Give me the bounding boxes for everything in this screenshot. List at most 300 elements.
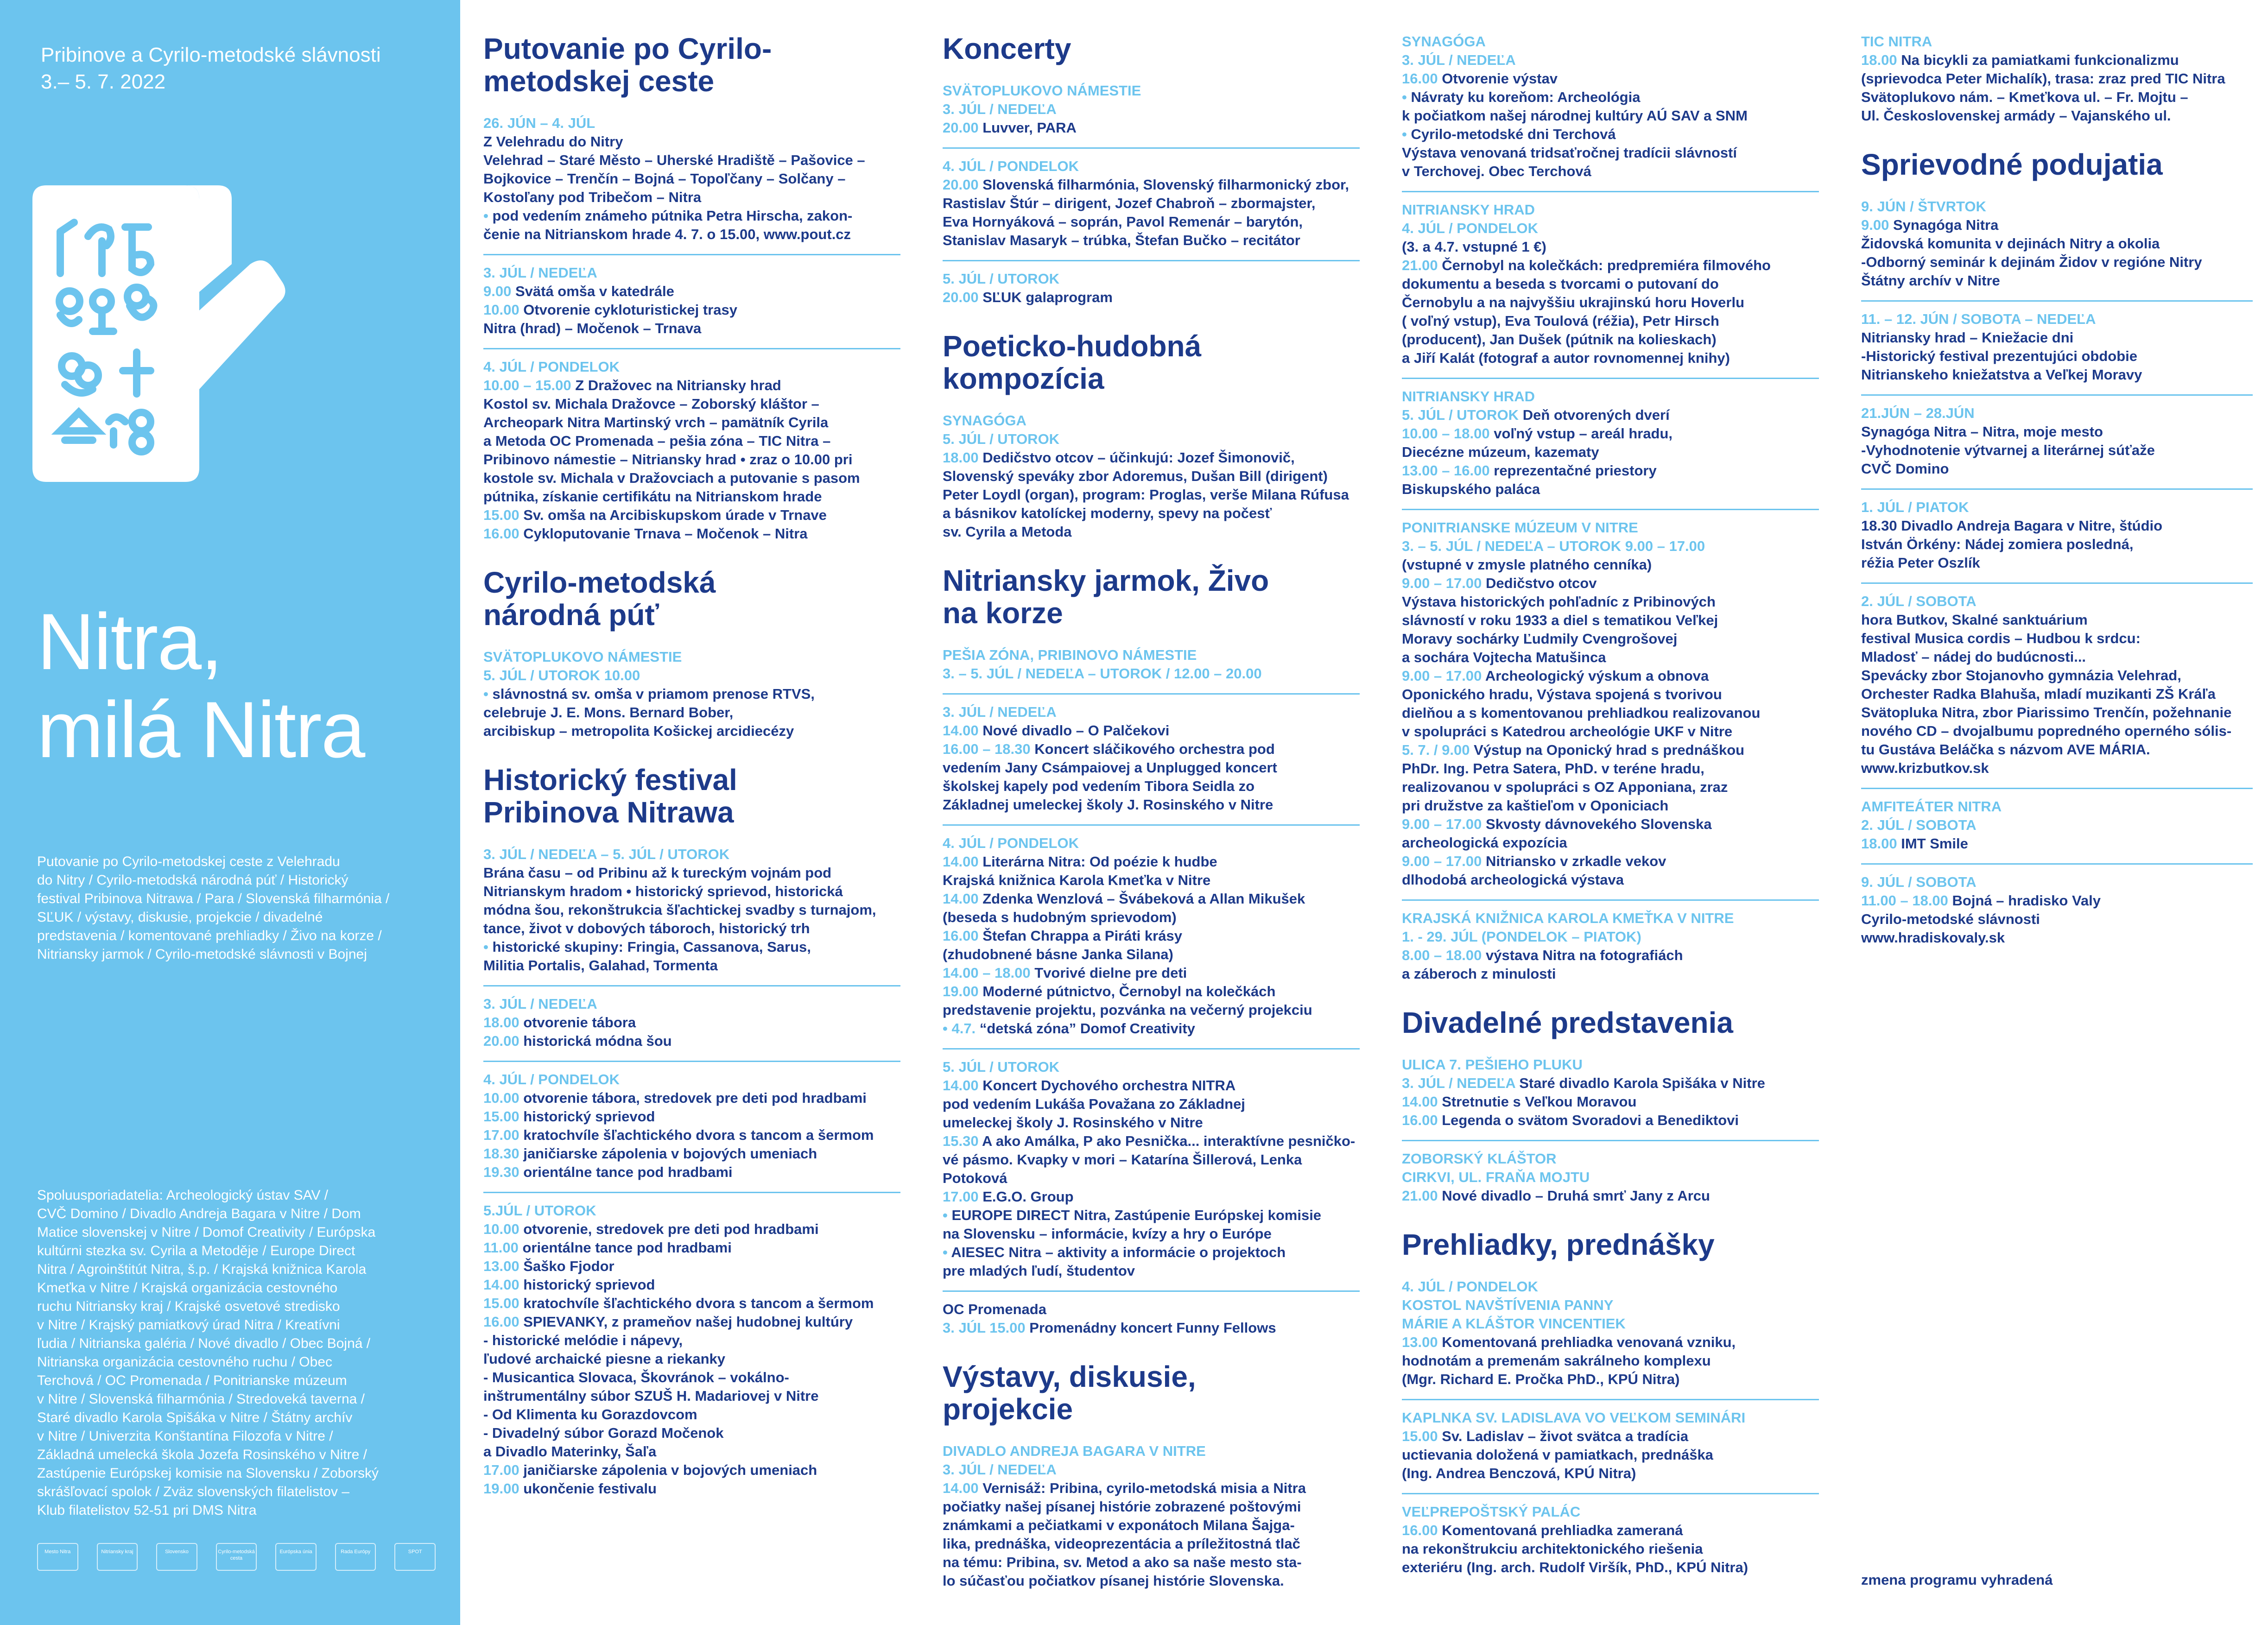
event-text: pútnika, získanie certifikátu na Nitrianskom hrade [483,488,822,505]
event-text: réžia Peter Oszlík [1861,555,1980,571]
event-time: 18.00 [1861,835,1897,852]
event-line [483,1163,900,1182]
event-text: (producent), Jan Dušek (pútnik na kolieskach) [1402,331,1717,348]
partner-logo: Európska únia [275,1543,317,1571]
main-title [37,598,364,774]
event-text: a Metoda OC Promenada – pešia zóna – TIC Nitra – [483,433,831,449]
event-time: 9.00 – 17.00 [1402,575,1482,591]
event-line [943,1019,1360,1038]
event-text: a Jiří Kalát (fotograf a autor rovnomennej knihy) [1402,350,1730,366]
event-line [943,1151,1360,1188]
event-time: 14.00 [1402,1094,1438,1110]
event-text: -Odborný seminár k dejinám Židov v regióne Nitry [1861,254,2202,270]
event-text: www.hradiskovaly.sk [1861,929,2005,946]
event-text: janičiarske zápolenia v bojových umeniach [523,1145,817,1162]
event-line [483,919,900,938]
event-text: tu Gustáva Beláčka s názvom AVE MÁRIA. [1861,741,2150,758]
event-line [1861,910,2253,929]
event-line [943,908,1360,927]
section-title: Nitriansky jarmok, Živo na korze [943,564,1269,630]
event-block [1402,1399,1819,1483]
event-line [1402,537,1819,556]
event-block [943,147,1360,250]
event-text: orientálne tance pod hradbami [523,1164,733,1180]
event-text: Komentovaná prehliadka zameraná [1442,1522,1683,1538]
event-time: 17.00 [483,1127,519,1143]
event-line [1861,347,2253,366]
event-line [1861,272,2253,290]
program-section [1861,148,2253,947]
event-date-label: ULICA 7. PEŠIEHO PLUKU [1402,1056,1583,1073]
event-text: Otvorenie cykloturistickej trasy [523,302,737,318]
event-time: 3. JÚL 15.00 [943,1320,1026,1336]
event-block [1861,863,2253,947]
event-line [943,1188,1360,1206]
event-line [1861,51,2253,70]
event-line [1402,88,1819,107]
event-time: 10.00 [483,302,519,318]
event-line [483,319,900,338]
event-text: Staré divadlo Karola Spišáka v Nitre [1519,1075,1765,1091]
partner-logo: Slovensko [156,1543,197,1571]
description-line: festival Pribinova Nitrawa / Para / Slovenská filharmónia / [37,891,390,906]
event-date-label: 3. JÚL / NEDEĽA [483,265,597,281]
event-time: 16.00 [943,928,979,944]
event-time: 15.00 [1402,1428,1438,1444]
event-line [1402,946,1819,965]
partners-line: kultúrni stezka sv. Cyrila a Metoděje / Europe Direct [37,1243,355,1258]
event-line [943,1516,1360,1535]
event-text: Nové divadlo – Druhá smrť Jany z Arcu [1442,1188,1710,1204]
event-line [483,301,900,319]
event-line [1402,630,1819,648]
event-date-label: 5. JÚL / UTOROK [943,1059,1060,1075]
event-line [1402,574,1819,593]
event-text: A ako Amálka, P ako Pesnička... interaktívne pesničko- [982,1133,1356,1149]
event-line [1861,88,2253,107]
event-line [1861,535,2253,554]
event-time: 19.00 [483,1480,519,1497]
event-line [483,1294,900,1313]
partners-line: Spoluusporiadatelia: Archeologický ústav SAV / [37,1188,329,1203]
festival-dates: 3.– 5. 7. 2022 [41,70,166,93]
event-block [1402,1140,1819,1205]
event-line [483,133,900,151]
event-text: (vstupné v zmysle platného cenníka) [1402,556,1652,573]
event-text: Archeologický výskum a obnova [1485,668,1709,684]
program-summary [37,853,445,964]
event-block [1402,899,1819,983]
event-text: Cyrilo-metodské dni Terchová [1411,126,1616,142]
event-text: počiatky našej písanej histórie zobrazené poštovými [943,1499,1301,1515]
event-line [1402,852,1819,871]
event-block [1402,191,1819,367]
event-text: a Divadlo Materinky, Šaľa [483,1443,657,1460]
event-line [483,413,900,432]
event-text: tance, život v dobových táboroch, historický trh [483,920,810,936]
event-date-label: 4. JÚL / PONDELOK [483,359,620,375]
event-text: výstava Nitra na fotografiách [1486,947,1683,963]
event-text: Kostoľany pod Tribečom – Nitra [483,189,702,205]
event-block [1861,788,2253,853]
event-time: 11.00 – 18.00 [1861,892,1948,909]
event-date-label: PEŠIA ZÓNA, PRIBINOVO NÁMESTIE [943,647,1197,663]
event-text: Návraty ku koreňom: Archeológia [1411,89,1641,105]
event-text: SPIEVANKY, z prameňov našej hudobnej kultúry [523,1314,853,1330]
section-title: Prehliadky, prednášky [1402,1228,1715,1261]
program-section [943,330,1360,541]
bullet-icon: • [943,1207,952,1223]
description-line: SĽUK / výstavy, diskusie, projekcie / divadelné [37,910,323,925]
event-line [1402,1464,1819,1483]
event-line [1402,778,1819,797]
event-time: 17.00 [943,1189,979,1205]
event-text: janičiarske zápolenia v bojových umeniach [523,1462,817,1478]
event-text: Bojná – hradisko Valy [1952,892,2101,909]
event-line [483,282,900,301]
event-block [943,824,1360,1038]
section-title: Výstavy, diskusie, projekcie [943,1360,1196,1426]
event-text: E.G.O. Group [982,1189,1074,1205]
event-line [483,882,900,901]
event-text: Štefan Chrappa a Piráti krásy [982,928,1182,944]
event-text: dlhodobá archeologická výstava [1402,872,1624,888]
event-text: arcibiskup – metropolita Košickej arcidiecézy [483,723,794,739]
event-line [1402,685,1819,704]
event-text: dokumentu a beseda s tvorcami o putovaní do [1402,276,1719,292]
event-text: AIESEC Nitra – aktivity a informácie o projektoch [951,1244,1286,1260]
section-title: Historický festival Pribinova Nitrawa [483,763,737,829]
event-text: Luvver, PARA [982,120,1077,136]
event-text: lo súčasťou počiatkov písanej histórie Slovenska. [943,1573,1284,1589]
event-text: Šaško Fjodor [523,1258,615,1274]
event-text: - Musicantica Slovaca, Škovránok – vokálno- [483,1369,789,1385]
event-text: kratochvíle šľachtického dvora s tancom a šermom [523,1127,874,1143]
event-time: 15.00 [483,507,519,523]
program-section [943,1360,1360,1590]
event-time: 14.00 [943,854,979,870]
event-time: 13.00 [483,1258,519,1274]
event-line [1861,929,2253,947]
event-time: 9.00 – 17.00 [1402,668,1482,684]
event-text: (Ing. Andrea Benczová, KPÚ Nitra) [1402,1465,1636,1481]
event-text: festival Musica cordis – Hudbou k srdcu: [1861,630,2141,646]
event-text: Na bicykli za pamiatkami funkcionalizmu [1901,52,2179,68]
event-line [1402,611,1819,630]
event-text: pri družstve za kaštieľom v Oponiciach [1402,797,1669,814]
event-text: Synagóga Nitra – Nitra, moje mesto [1861,424,2103,440]
event-text: kratochvíle šľachtického dvora s tancom a šermom [523,1295,874,1311]
event-block [943,1442,1360,1590]
event-text: Spevácky zbor Stojanovho gymnázia Velehrad, [1861,667,2181,683]
event-time: 18.00 [1861,52,1897,68]
event-line [1402,1074,1819,1093]
event-time: 16.00 [1402,1522,1438,1538]
event-text: Nitrianskeho kniežatstva a Veľkej Moravy [1861,367,2142,383]
event-text: Legenda o svätom Svoradovi a Benediktovi [1442,1112,1739,1128]
event-block [1861,488,2253,572]
event-line [483,450,900,469]
event-text: Stretnutie s Veľkou Moravou [1442,1094,1637,1110]
event-date-label: 2. JÚL / SOBOTA [1861,817,1977,833]
event-date-label: 9. JÚL / SOBOTA [1861,874,1977,890]
event-line [943,1300,1360,1319]
event-text: Slovenská filharmónia, Slovenský filharmonický zbor, [982,177,1349,193]
event-line [1861,329,2253,347]
event-text: Nitrianskym hradom • historický sprievod, historická [483,883,843,899]
event-text: - historické melódie i nápevy, [483,1332,683,1348]
partners-line: v Nitre / Slovenská filharmónia / Stredoveká taverna / [37,1391,365,1407]
event-time: 15.00 [483,1295,519,1311]
event-text: “detská zóna” Domof Creativity [979,1020,1195,1037]
event-time: 16.00 – 18.30 [943,741,1031,757]
event-line [943,1225,1360,1243]
event-line [1402,443,1819,462]
section-title: Poeticko-hudobná kompozícia [943,329,1202,395]
event-text: ( voľný vstup), Eva Toulová (réžia), Petr Hirsch [1402,313,1719,329]
event-text: Peter Loydl (organ), program: Proglas, verše Milana Rúfusa [943,487,1349,503]
event-line [1402,556,1819,574]
event-block [943,693,1360,814]
event-text: Eva Hornyáková – soprán, Pavol Remenár – barytón, [943,214,1303,230]
program-section [943,32,1360,307]
bullet-icon: • [483,208,493,224]
section-title: Putovanie po Cyrilo-metodskej ceste [483,32,772,98]
event-date-label: CIRKVI, UL. FRAŇA MOJTU [1402,1169,1590,1185]
event-line [483,376,900,395]
event-line [1861,611,2253,629]
event-text: Militia Portalis, Galahad, Tormenta [483,957,718,974]
event-text: Otvorenie výstav [1442,70,1558,87]
program-section [943,564,1360,1337]
event-date-label: 21.JÚN – 28.JÚN [1861,405,1975,421]
event-line [943,945,1360,964]
event-text: a sochára Vojtecha Matušinca [1402,649,1606,665]
partners-line: ruchu Nitriansky kraj / Krajské osvetové stredisko [37,1299,340,1314]
partners-line: skrášľovací spolok / Zväz slovenských filatelistov – [37,1484,350,1499]
event-line [483,1107,900,1126]
event-line [1402,1446,1819,1464]
partner-logo: Nitriansky kraj [97,1543,138,1571]
event-line [1402,1558,1819,1577]
event-line [483,1350,900,1368]
event-date-label: 3. JÚL / NEDEĽA [943,704,1057,720]
event-text: hodnotám a premenám sakrálneho komplexu [1402,1353,1711,1369]
event-line [1402,125,1819,144]
event-time: 14.00 [943,1077,979,1094]
event-time: 15.30 [943,1133,979,1149]
event-line [1402,593,1819,611]
event-time: 14.00 [483,1277,519,1293]
event-date-label: NITRIANSKY HRAD [1402,388,1535,405]
event-text: EUROPE DIRECT Nitra, Zastúpenie Európskej komisie [951,1207,1322,1223]
event-line [1402,462,1819,480]
event-line [1402,162,1819,181]
event-text: k počiatkom našej národnej kultúry AÚ SAV a SNM [1402,107,1748,124]
event-time: 9.00 – 17.00 [1402,816,1482,832]
event-line [483,188,900,207]
event-text: realizovanou v spolupráci s OZ Apponiana, zraz [1402,779,1728,795]
event-text: kostole sv. Michala v Dražovciach a putovanie s pasom [483,470,860,486]
event-line [943,231,1360,250]
event-time: 10.00 [483,1090,519,1106]
event-block [1402,1056,1819,1130]
event-text: dielňou a s komentovanou prehliadkou realizovanou [1402,705,1761,721]
event-time: 20.00 [483,1033,519,1049]
event-text: Svätoplukovo nám. – Kmeťkova ul. – Fr. Mojtu – [1861,89,2188,105]
event-line [943,1572,1360,1590]
event-line [943,523,1360,541]
event-text: lika, prednáška, videoprezentácia a príležitostná tlač [943,1536,1300,1552]
event-text: predstavenie projektu, pozvánka na večerný projekciu [943,1002,1312,1018]
event-block [483,845,900,975]
event-text: www.krizbutkov.sk [1861,760,1989,776]
event-line [1861,666,2253,685]
event-text: Orchester Radka Blahuša, mladí muzikanti ZŠ Kráľa [1861,686,2216,702]
description-line: Nitriansky jarmok / Cyrilo-metodské slávnosti v Bojnej [37,947,367,962]
event-text: Nitriansky hrad – Kniežacie dni [1861,329,2074,346]
event-text: historický sprievod [523,1108,655,1125]
event-time: 14.00 – 18.00 [943,965,1031,981]
section-title: Koncerty [943,32,1071,65]
event-line [483,938,900,956]
event-line [1402,834,1819,852]
event-text: - Divadelný súbor Gorazd Močenok [483,1425,724,1441]
event-text: otvorenie tábora, stredovek pre deti pod hradbami [523,1090,867,1106]
event-text: otvorenie tábora [523,1014,636,1031]
event-text: Černobyl na kolečkách: predpremiéra filmového [1442,257,1771,273]
event-text: umeleckej školy J. Rosinského v Nitre [943,1114,1203,1131]
event-line [1861,460,2253,478]
event-text: a básnikov katolíckej moderny, spevy na počesť [943,505,1272,521]
event-text: Moravy sochárky Ľudmily Cvengrošovej [1402,631,1678,647]
event-date-label: 4. JÚL / PONDELOK [943,158,1079,174]
event-line [483,432,900,450]
event-text: Synagóga Nitra [1893,217,1999,233]
event-line [943,1319,1360,1337]
partners-line: Základná umelecká škola Jozefa Rosinského v Nitre / [37,1447,367,1462]
event-time: 18.00 [943,449,979,466]
event-block [1402,1493,1819,1577]
event-block [483,1061,900,1182]
event-time: 16.00 [1402,70,1438,87]
event-line [1402,1521,1819,1540]
event-line [943,1132,1360,1151]
event-date-label: 3. JÚL / NEDEĽA [943,101,1057,117]
event-date-label: TIC NITRA [1861,33,1932,50]
event-line [1402,144,1819,162]
event-line [483,901,900,919]
event-block [1402,378,1819,499]
event-line [1861,253,2253,272]
event-time: 5. 7. / 9.00 [1402,742,1470,758]
event-line [1861,892,2253,910]
event-block [943,646,1360,683]
event-line [483,207,900,225]
event-time: 10.00 [483,1221,519,1237]
event-line [1402,424,1819,443]
event-line [483,864,900,882]
event-text: Literárna Nitra: Od poézie k hudbe [982,854,1217,870]
event-text: Nové divadlo – O Palčekovi [982,722,1170,739]
event-block [1402,32,1819,181]
event-line [483,1276,900,1294]
event-line [1402,107,1819,125]
partner-logos [37,1538,436,1575]
partner-logo: Rada Európy [335,1543,376,1571]
event-line [1861,835,2253,853]
event-line [943,1095,1360,1113]
event-text: (zhudobnené básne Janka Silana) [943,946,1173,962]
event-block [483,348,900,543]
column-2 [943,32,1360,1613]
event-line [943,1113,1360,1132]
event-line [1402,704,1819,722]
event-line [483,1461,900,1480]
event-line [943,194,1360,213]
event-line [483,1239,900,1257]
event-line [1402,797,1819,815]
event-time: 20.00 [943,289,979,305]
event-text: (Mgr. Richard E. Pročka PhD., KPÚ Nitra) [1402,1371,1680,1387]
event-text: Z Velehradu do Nitry [483,133,623,150]
program-section [1402,1228,1819,1577]
event-block [1861,300,2253,384]
event-text: Pribinovo námestie – Nitriansky hrad • zraz o 10.00 pri [483,451,853,468]
event-text: SĽUK galaprogram [982,289,1113,305]
event-date-label: KRAJSKÁ KNIŽNICA KAROLA KMEŤKA V NITRE [1402,910,1734,926]
event-time: 13.00 [1402,1334,1438,1350]
event-line [943,796,1360,814]
event-time: 20.00 [943,120,979,136]
event-line [943,777,1360,796]
event-text: uctievania doložená v pamiatkach, prednáška [1402,1447,1713,1463]
event-text: pre mladých ľudí, študentov [943,1263,1135,1279]
event-line [483,1368,900,1387]
partners-line: Kmeťka v Nitre / Krajská organizácia cestovného [37,1280,338,1296]
event-line [1861,107,2253,125]
event-date-label: 26. JÚN – 4. JÚL [483,115,596,131]
event-line [1861,234,2253,253]
event-time: 10.00 – 18.00 [1402,425,1490,442]
event-date-label: 4. JÚL / PONDELOK [483,1071,620,1088]
event-line [943,176,1360,194]
event-line [1861,423,2253,441]
event-text: Cykloputovanie Trnava – Močenok – Nitra [523,525,808,542]
event-text: Oponického hradu, Výstava spojená s tvorivou [1402,686,1722,702]
event-line [943,449,1360,467]
sidebar [0,0,460,1625]
event-text: na Slovensku – informácie, kvízy a hry o Európe [943,1226,1272,1242]
event-text: OC Promenada [943,1301,1046,1317]
event-line [1861,759,2253,778]
event-text: Deň otvorených dverí [1522,407,1670,423]
event-time: 3. – 5. JÚL / NEDEĽA – UTOROK 9.00 – 17.00 [1402,538,1705,554]
description-line: do Nitry / Cyrilo-metodská národná púť / Historický [37,873,348,888]
event-line [1402,648,1819,667]
event-text: Archeopark Nitra Martinský vrch – pamätník Cyrila [483,414,829,430]
event-block [943,260,1360,307]
event-text: Bojkovice – Trenčín – Bojná – Topoľčany – Solčany – [483,171,846,187]
event-date-label: MÁRIE A KLÁŠTOR VINCENTIEK [1402,1315,1626,1332]
event-line [483,1013,900,1032]
glagolitic-logo-icon [32,171,292,496]
event-text: historické skupiny: Fringia, Cassanova, Sarus, [492,939,811,955]
event-block [943,82,1360,137]
event-text: Brána času – od Pribinu až k tureckým vojnám pod [483,865,832,881]
program-section [1861,32,2253,125]
event-block [1861,394,2253,478]
